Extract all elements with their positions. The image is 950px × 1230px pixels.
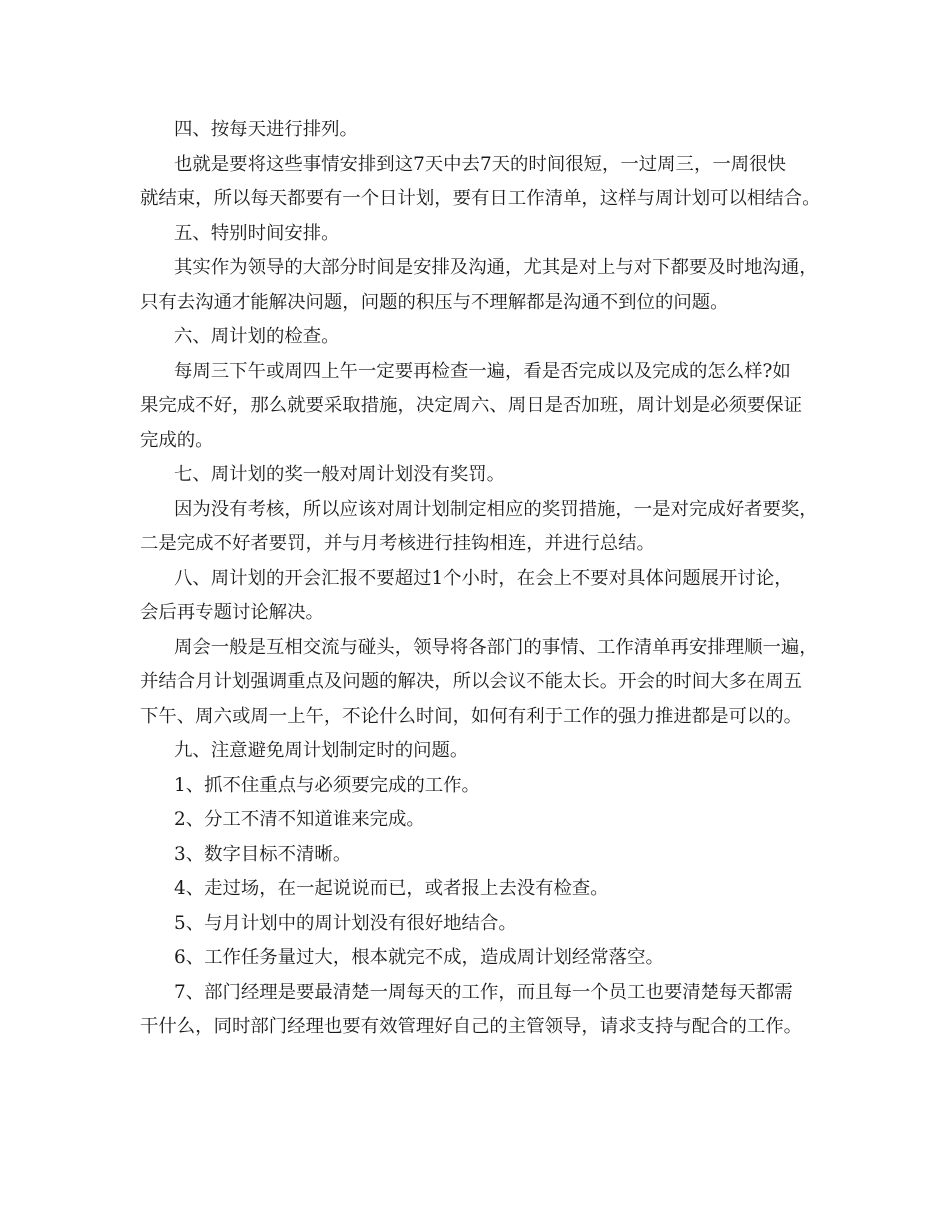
list-item xyxy=(140,976,820,1045)
paragraph-heading-7 xyxy=(140,458,820,493)
paragraph-line: 果完成不好，那么就要采取措施，决定周六、周日是否加班，周计划是必须要保证 xyxy=(140,395,803,416)
paragraph-line: 2、分工不清不知道谁来完成。 xyxy=(174,809,425,830)
paragraph-line: 7、部门经理是要最清楚一周每天的工作，而且每一个员工也要清楚每天都需 xyxy=(174,981,793,1003)
paragraph-line: 每周三下午或周四上午一定要再检查一遍，看是否完成以及完成的怎么样?如 xyxy=(174,360,791,382)
paragraph-line: 周会一般是互相交流与碰头，领导将各部门的事情、工作清单再安排理顺一遍， xyxy=(174,636,818,658)
list-item xyxy=(140,838,820,873)
paragraph-heading-5 xyxy=(140,217,820,252)
paragraph xyxy=(140,493,820,562)
paragraph-line: 5、与月计划中的周计划没有很好地结合。 xyxy=(174,912,517,934)
paragraph-line: 八、周计划的开会汇报不要超过1个小时，在会上不要对具体问题展开讨论， xyxy=(174,567,793,589)
paragraph xyxy=(140,251,820,320)
paragraph-heading-8 xyxy=(140,562,820,631)
paragraph-line: 就结束，所以每天都要有一个日计划，要有日工作清单，这样与周计划可以相结合。 xyxy=(140,188,821,209)
paragraph-line: 其实作为领导的大部分时间是安排及沟通，尤其是对上与对下都要及时地沟通， xyxy=(174,257,818,278)
paragraph-heading-6 xyxy=(140,320,820,355)
list-item xyxy=(140,941,820,976)
paragraph-line: 只有去沟通才能解决问题，问题的积压与不理解都是沟通不到位的问题。 xyxy=(140,291,729,313)
paragraph-line: 因为没有考核，所以应该对周计划制定相应的奖罚措施，一是对完成好者要奖， xyxy=(174,498,818,520)
paragraph-line: 完成的。 xyxy=(140,429,214,451)
document-body xyxy=(140,113,820,1045)
paragraph-line: 九、注意避免周计划制定时的问题。 xyxy=(174,740,469,761)
paragraph-line: 1、抓不住重点与必须要完成的工作。 xyxy=(174,774,480,796)
paragraph-line: 并结合月计划强调重点及问题的解决，所以会议不能太长。开会的时间大多在周五 xyxy=(140,671,803,692)
paragraph xyxy=(140,631,820,735)
paragraph-line: 4、走过场，在一起说说而已，或者报上去没有检查。 xyxy=(174,878,609,899)
paragraph-line: 四、按每天进行排列。 xyxy=(174,119,358,140)
paragraph-line: 6、工作任务量过大，根本就完不成，造成周计划经常落空。 xyxy=(174,947,664,968)
paragraph-line: 五、特别时间安排。 xyxy=(174,222,340,244)
list-item xyxy=(140,872,820,907)
paragraph-line: 会后再专题讨论解决。 xyxy=(140,602,324,623)
paragraph-heading-4 xyxy=(140,113,820,148)
paragraph-line: 干什么，同时部门经理也要有效管理好自己的主管领导，请求支持与配合的工作。 xyxy=(140,1016,803,1037)
paragraph-line: 也就是要将这些事情安排到这7天中去7天的时间很短，一过周三，一周很快 xyxy=(174,153,786,175)
list-item xyxy=(140,769,820,804)
paragraph-heading-9 xyxy=(140,734,820,769)
paragraph-line: 六、周计划的检查。 xyxy=(174,326,340,347)
paragraph-line: 七、周计划的奖一般对周计划没有奖罚。 xyxy=(174,464,506,485)
list-item xyxy=(140,907,820,942)
paragraph xyxy=(140,148,820,217)
list-item xyxy=(140,803,820,838)
paragraph-line: 3、数字目标不清晰。 xyxy=(174,843,352,865)
paragraph-line: 二是完成不好者要罚，并与月考核进行挂钩相连，并进行总结。 xyxy=(140,533,655,554)
paragraph xyxy=(140,355,820,459)
paragraph-line: 下午、周六或周一上午，不论什么时间，如何有利于工作的强力推进都是可以的。 xyxy=(140,705,803,727)
